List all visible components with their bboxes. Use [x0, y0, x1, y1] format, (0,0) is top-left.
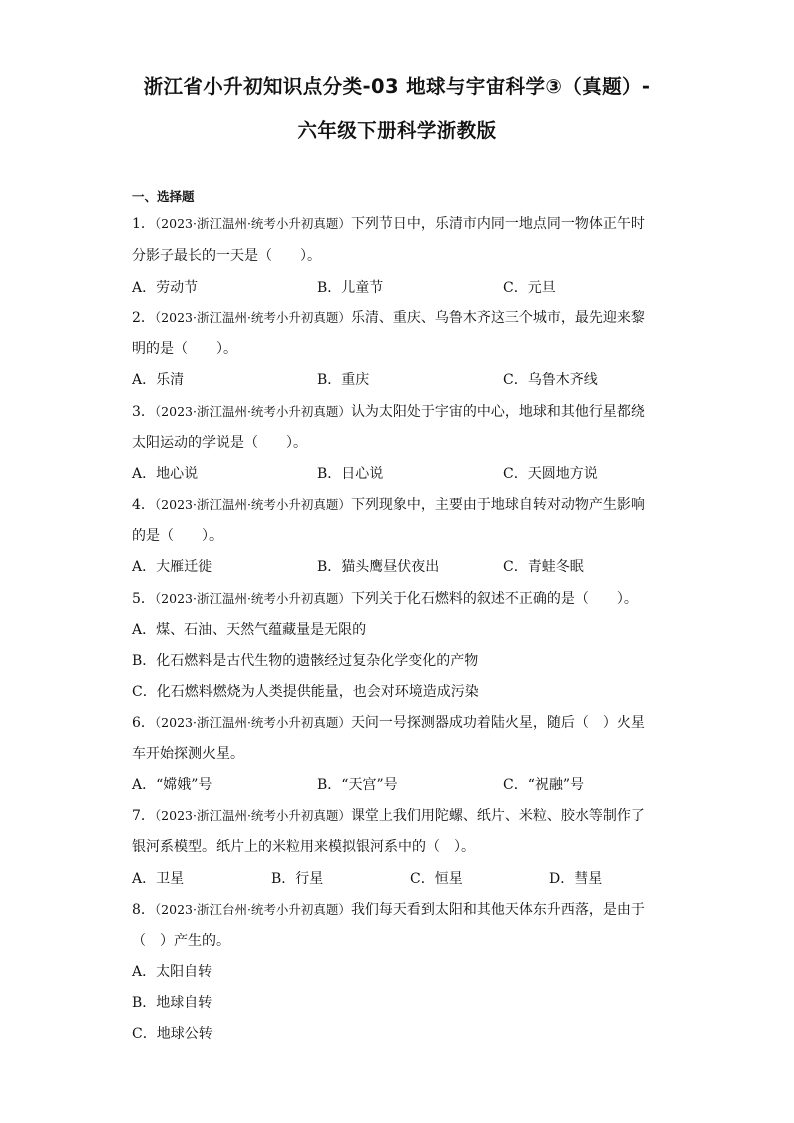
q4-option-a: A．大雁迁徙	[132, 559, 213, 575]
q7-option-c: C．恒星	[410, 871, 463, 887]
q3-option-c: C．天圆地方说	[503, 466, 598, 482]
document-title-line-2: 六年级下册科学浙教版	[297, 119, 497, 142]
q3-option-b: B．日心说	[317, 466, 384, 482]
question-8-line-2: （ ）产生的。	[132, 933, 230, 949]
section-heading: 一、选择题	[132, 189, 195, 204]
document-title-line-1: 浙江省小升初知识点分类-03 地球与宇宙科学③（真题）-	[143, 75, 651, 98]
question-5: 5．（2023·浙江温州·统考小升初真题）下列关于化石燃料的叙述不正确的是（ ）。	[132, 591, 638, 607]
q2-option-c: C．乌鲁木齐线	[503, 372, 598, 388]
q7-option-a: A．卫星	[132, 871, 185, 887]
q4-option-c: C．青蛙冬眠	[503, 559, 584, 575]
question-7: 7．（2023·浙江温州·统考小升初真题）课堂上我们用陀螺、纸片、米粒、胶水等制作了	[132, 808, 645, 824]
q6-option-b: B．“天宫”号	[317, 777, 398, 793]
question-2: 2．（2023·浙江温州·统考小升初真题）乐清、重庆、乌鲁木齐这三个城市，最先迎来黎	[132, 310, 645, 326]
q1-option-c: C．元旦	[503, 280, 556, 296]
question-1-line-2: 分影子最长的一天是（ ）。	[132, 248, 321, 264]
question-4: 4．（2023·浙江温州·统考小升初真题）下列现象中，主要由于地球自转对动物产生影响	[132, 497, 645, 513]
q5-option-b: B．化石燃料是古代生物的遗骸经过复杂化学变化的产物	[132, 653, 479, 669]
q2-option-a: A．乐清	[132, 372, 185, 388]
q7-option-d: D．彗星	[549, 871, 603, 887]
q6-option-a: A．“嫦娥”号	[132, 777, 213, 793]
question-1: 1．（2023·浙江温州·统考小升初真题）下列节日中，乐清市内同一地点同一物体正午时	[132, 216, 645, 232]
q3-option-a: A．地心说	[132, 466, 199, 482]
question-6: 6．（2023·浙江温州·统考小升初真题）天问一号探测器成功着陆火星，随后（ ）火星	[132, 715, 645, 731]
q5-option-c: C．化石燃料燃烧为人类提供能量，也会对环境造成污染	[132, 684, 479, 700]
question-2-line-2: 明的是（ ）。	[132, 341, 237, 357]
q6-option-c: C．“祝融”号	[503, 777, 585, 793]
q1-option-b: B．儿童节	[317, 280, 384, 296]
q1-option-a: A．劳动节	[132, 280, 199, 296]
q8-option-a: A．太阳自转	[132, 964, 213, 980]
q4-option-b: B．猫头鹰昼伏夜出	[317, 559, 440, 575]
q5-option-a: A．煤、石油、天然气蕴藏量是无限的	[132, 622, 367, 638]
question-3: 3．（2023·浙江温州·统考小升初真题）认为太阳处于宇宙的中心，地球和其他行星都绕	[132, 404, 645, 420]
question-8: 8．（2023·浙江台州·统考小升初真题）我们每天看到太阳和其他天体东升西落，是由于	[132, 902, 645, 918]
question-4-line-2: 的是（ ）。	[132, 528, 223, 544]
q8-option-b: B．地球自转	[132, 995, 213, 1011]
question-7-line-2: 银河系模型。纸片上的米粒用来模拟银河系中的（ ）。	[132, 839, 475, 855]
question-3-line-2: 太阳运动的学说是（ ）。	[132, 435, 307, 451]
question-6-line-2: 车开始探测火星。	[132, 746, 244, 762]
q2-option-b: B．重庆	[317, 372, 370, 388]
q7-option-b: B．行星	[271, 871, 324, 887]
q8-option-c: C．地球公转	[132, 1026, 213, 1042]
